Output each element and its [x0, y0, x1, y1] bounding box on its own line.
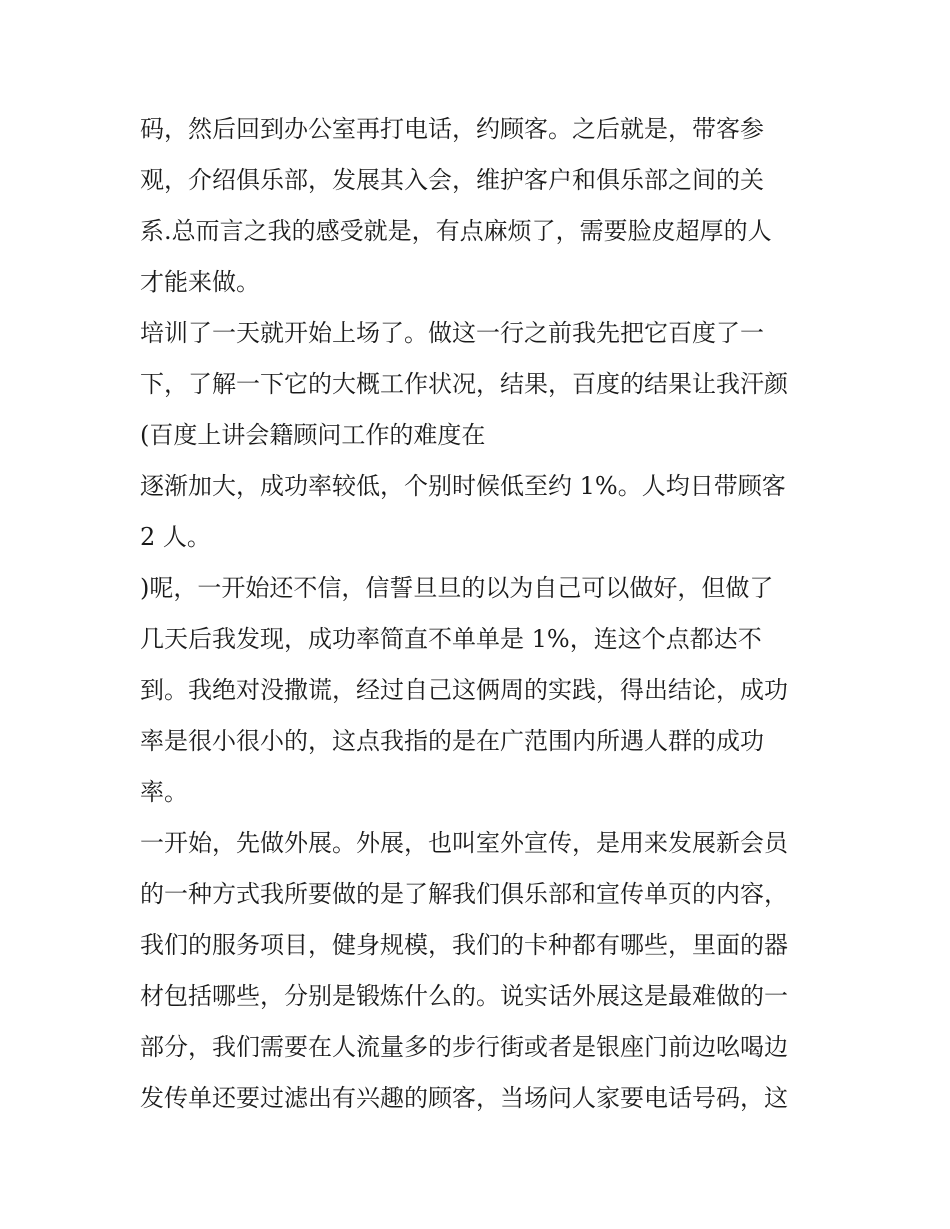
text-line: 的一种方式我所要做的是了解我们俱乐部和宣传单页的内容， [140, 880, 788, 908]
text-line: 部分，我们需要在人流量多的步行街或者是银座门前边吆喝边 [140, 1033, 788, 1061]
text-line: 一开始，先做外展。外展，也叫室外宣传，是用来发展新会员 [140, 829, 788, 857]
text-line: 才能来做。 [140, 268, 260, 296]
text-line: 几天后我发现，成功率简直不单单是 1%，连这个点都达不 [140, 625, 762, 653]
text-line: 下，了解一下它的大概工作状况，结果，百度的结果让我汗颜 [140, 370, 788, 398]
text-line: 观，介绍俱乐部，发展其入会，维护客户和俱乐部之间的关 [140, 166, 764, 194]
text-line: 材包括哪些，分别是锻炼什么的。说实话外展这是最难做的一 [140, 982, 788, 1010]
text-line: 率是很小很小的，这点我指的是在广范围内所遇人群的成功 [140, 727, 764, 755]
text-line: 2 人。 [140, 523, 211, 551]
text-line: 培训了一天就开始上场了。做这一行之前我先把它百度了一 [140, 319, 764, 347]
text-line: (百度上讲会籍顾问工作的难度在 [140, 421, 486, 449]
text-line: 我们的服务项目，健身规模，我们的卡种都有哪些，里面的器 [140, 931, 788, 959]
text-line: 发传单还要过滤出有兴趣的顾客，当场问人家要电话号码，这 [140, 1084, 788, 1112]
text-line: )呢，一开始还不信，信誓旦旦的以为自己可以做好，但做了 [140, 574, 774, 602]
text-line: 到。我绝对没撒谎，经过自己这俩周的实践，得出结论，成功 [140, 676, 788, 704]
text-line: 逐渐加大，成功率较低，个别时候低至约 1%。人均日带顾客 [140, 472, 786, 500]
text-line: 码，然后回到办公室再打电话，约顾客。之后就是，带客参 [140, 115, 764, 143]
text-line: 率。 [140, 778, 188, 806]
text-line: 系.总而言之我的感受就是，有点麻烦了，需要脸皮超厚的人 [140, 217, 772, 245]
body-text [140, 104, 820, 1124]
